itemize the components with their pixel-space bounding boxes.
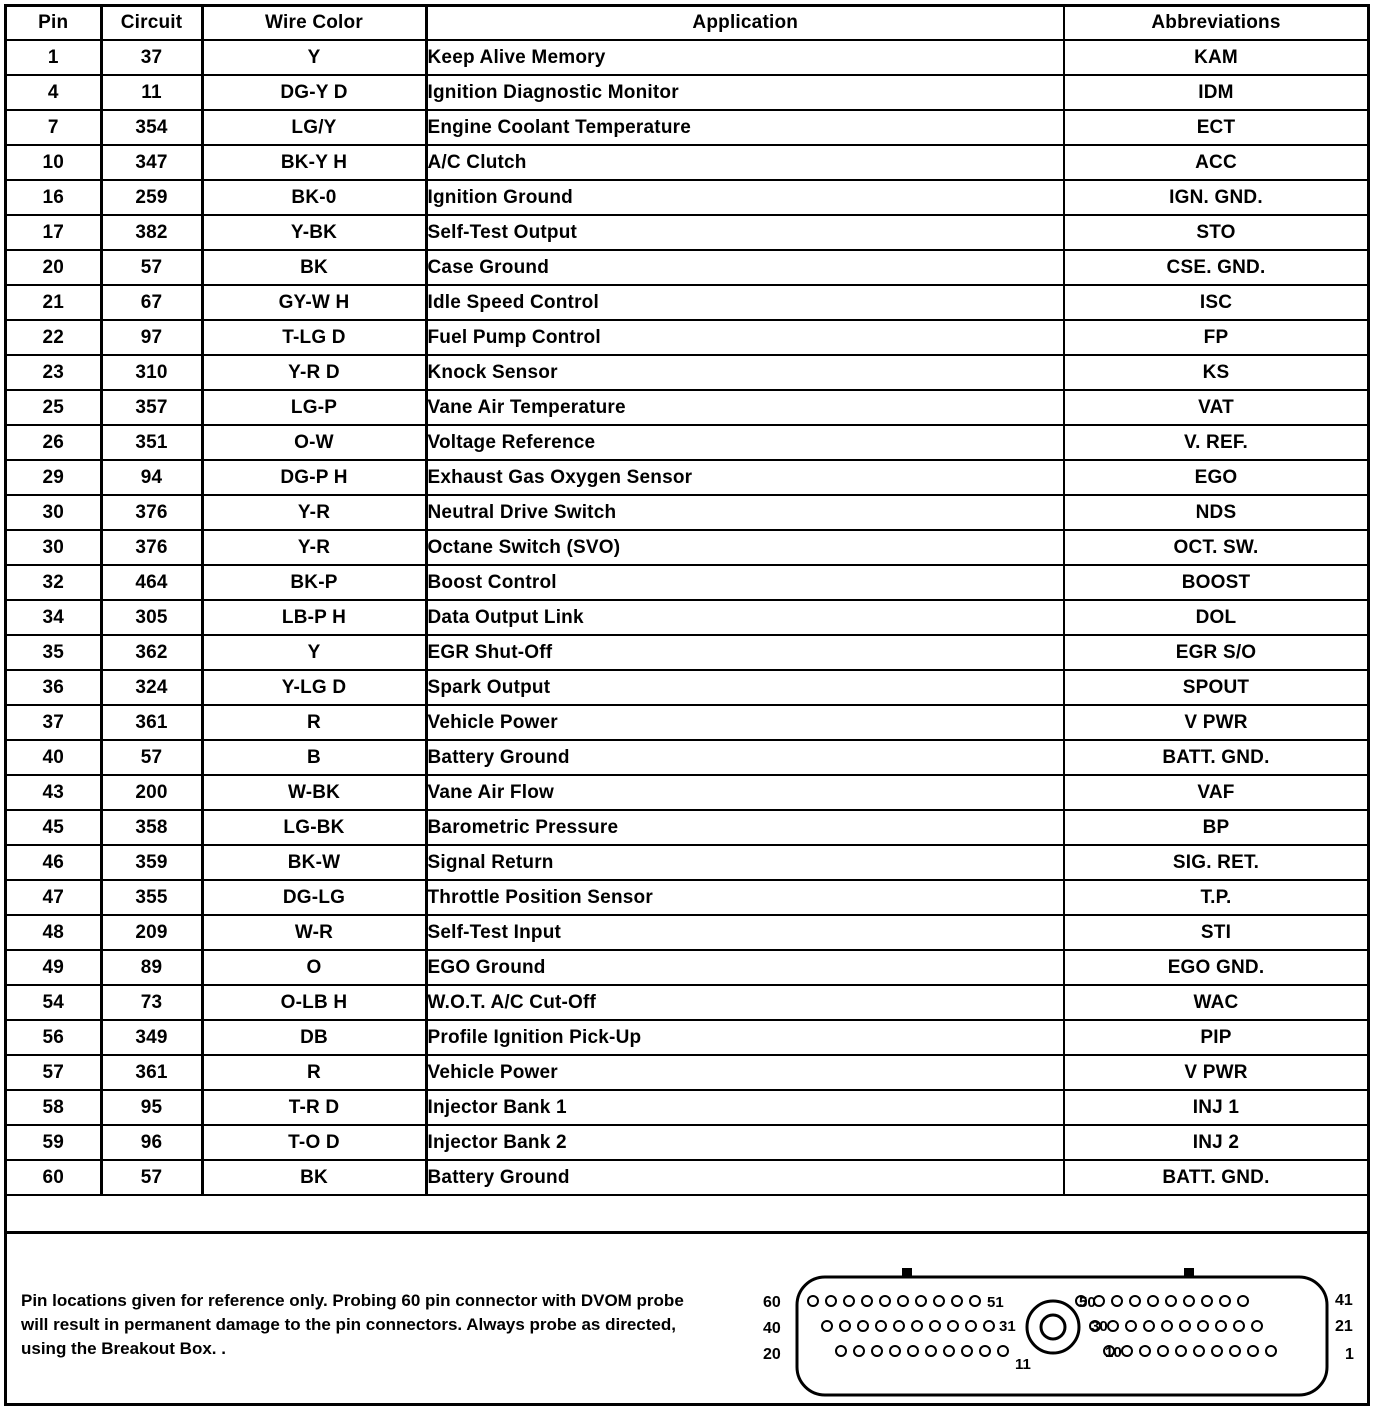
- pin-cell: 54: [7, 985, 101, 1020]
- table-row: [7, 390, 1367, 425]
- wire-color-cell: DG-Y D: [202, 75, 426, 110]
- pin-cell: 59: [7, 1125, 101, 1160]
- table-row: [7, 145, 1367, 180]
- circuit-cell: 355: [101, 880, 202, 915]
- circuit-cell: 382: [101, 215, 202, 250]
- wire-color-cell: Y-R: [202, 495, 426, 530]
- circuit-cell: 95: [101, 1090, 202, 1125]
- connector-pin: [908, 1346, 918, 1356]
- abbreviation-cell: BP: [1064, 810, 1367, 845]
- connector-pin: [1248, 1346, 1258, 1356]
- connector-pin: [880, 1296, 890, 1306]
- application-cell: Signal Return: [426, 845, 1064, 880]
- circuit-cell: 362: [101, 635, 202, 670]
- pin-cell: 1: [7, 40, 101, 75]
- application-cell: EGR Shut-Off: [426, 635, 1064, 670]
- connector-pin: [1108, 1321, 1118, 1331]
- table-row: [7, 635, 1367, 670]
- connector-label-51: 51: [987, 1294, 1004, 1311]
- circuit-cell: 464: [101, 565, 202, 600]
- application-cell: Data Output Link: [426, 600, 1064, 635]
- pin-cell: 25: [7, 390, 101, 425]
- abbreviation-cell: BOOST: [1064, 565, 1367, 600]
- abbreviation-cell: NDS: [1064, 495, 1367, 530]
- connector-pin: [962, 1346, 972, 1356]
- pin-cell: 56: [7, 1020, 101, 1055]
- connector-pin: [1266, 1346, 1276, 1356]
- connector-pin: [934, 1296, 944, 1306]
- circuit-cell: 57: [101, 740, 202, 775]
- abbreviation-cell: ISC: [1064, 285, 1367, 320]
- abbreviation-cell: IGN. GND.: [1064, 180, 1367, 215]
- application-cell: Vane Air Temperature: [426, 390, 1064, 425]
- connector-pin: [1220, 1296, 1230, 1306]
- abbreviation-cell: INJ 1: [1064, 1090, 1367, 1125]
- connector-pin: [1166, 1296, 1176, 1306]
- connector-pin: [1238, 1296, 1248, 1306]
- pin-cell: 37: [7, 705, 101, 740]
- abbreviation-cell: IDM: [1064, 75, 1367, 110]
- wire-color-cell: R: [202, 705, 426, 740]
- application-cell: Octane Switch (SVO): [426, 530, 1064, 565]
- connector-pin: [952, 1296, 962, 1306]
- header-abbreviations: Abbreviations: [1064, 7, 1367, 40]
- abbreviation-cell: PIP: [1064, 1020, 1367, 1055]
- connector-pin: [1252, 1321, 1262, 1331]
- connector-pin: [1140, 1346, 1150, 1356]
- pin-cell: 29: [7, 460, 101, 495]
- wire-color-cell: BK-P: [202, 565, 426, 600]
- table-row: [7, 495, 1367, 530]
- circuit-cell: 347: [101, 145, 202, 180]
- table-row: [7, 705, 1367, 740]
- table-row: [7, 460, 1367, 495]
- pin-cell: 26: [7, 425, 101, 460]
- circuit-cell: 57: [101, 1160, 202, 1195]
- pin-cell: 17: [7, 215, 101, 250]
- abbreviation-cell: VAF: [1064, 775, 1367, 810]
- table-row: [7, 845, 1367, 880]
- connector-pin: [872, 1346, 882, 1356]
- circuit-cell: 361: [101, 705, 202, 740]
- connector-label-31: 31: [999, 1318, 1016, 1335]
- pin-cell: 34: [7, 600, 101, 635]
- application-cell: Engine Coolant Temperature: [426, 110, 1064, 145]
- connector-pin: [840, 1321, 850, 1331]
- wire-color-cell: B: [202, 740, 426, 775]
- table-row: [7, 985, 1367, 1020]
- abbreviation-cell: BATT. GND.: [1064, 1160, 1367, 1195]
- table-row: [7, 320, 1367, 355]
- connector-pin: [862, 1296, 872, 1306]
- connector-pin: [998, 1346, 1008, 1356]
- abbreviation-cell: VAT: [1064, 390, 1367, 425]
- note-line: will result in permanent damage to the pin connectors. Always probe as directed,: [21, 1315, 676, 1334]
- wire-color-cell: Y-BK: [202, 215, 426, 250]
- circuit-cell: 310: [101, 355, 202, 390]
- connector-pin: [1158, 1346, 1168, 1356]
- abbreviation-cell: BATT. GND.: [1064, 740, 1367, 775]
- abbreviation-cell: CSE. GND.: [1064, 250, 1367, 285]
- abbreviation-cell: KS: [1064, 355, 1367, 390]
- header-application: Application: [426, 7, 1064, 40]
- pin-cell: 48: [7, 915, 101, 950]
- connector-label-30: 30: [1091, 1318, 1108, 1335]
- connector-pin: [858, 1321, 868, 1331]
- table-row: [7, 1090, 1367, 1125]
- application-cell: Neutral Drive Switch: [426, 495, 1064, 530]
- pin-cell: 46: [7, 845, 101, 880]
- circuit-cell: 57: [101, 250, 202, 285]
- connector-pin: [1144, 1321, 1154, 1331]
- application-cell: A/C Clutch: [426, 145, 1064, 180]
- application-cell: Voltage Reference: [426, 425, 1064, 460]
- pin-cell: 21: [7, 285, 101, 320]
- circuit-cell: 97: [101, 320, 202, 355]
- header-row: [7, 7, 1367, 40]
- wire-color-cell: W-R: [202, 915, 426, 950]
- abbreviation-cell: T.P.: [1064, 880, 1367, 915]
- table-row: [7, 75, 1367, 110]
- connector-label-10: 10: [1105, 1344, 1122, 1361]
- wire-color-cell: LB-P H: [202, 600, 426, 635]
- pin-cell: 43: [7, 775, 101, 810]
- connector-pin: [898, 1296, 908, 1306]
- pinout-table: [7, 7, 1367, 1196]
- wire-color-cell: Y: [202, 635, 426, 670]
- connector-pin: [854, 1346, 864, 1356]
- connector-pin: [984, 1321, 994, 1331]
- connector-pin: [930, 1321, 940, 1331]
- connector-pin: [944, 1346, 954, 1356]
- abbreviation-cell: ECT: [1064, 110, 1367, 145]
- abbreviation-cell: EGR S/O: [1064, 635, 1367, 670]
- note-line: Pin locations given for reference only. Probing 60 pin connector with DVOM probe: [21, 1291, 684, 1310]
- connector-pin: [948, 1321, 958, 1331]
- wire-color-cell: DG-LG: [202, 880, 426, 915]
- circuit-cell: 96: [101, 1125, 202, 1160]
- abbreviation-cell: ACC: [1064, 145, 1367, 180]
- wire-color-cell: O-LB H: [202, 985, 426, 1020]
- table-row: [7, 215, 1367, 250]
- wire-color-cell: R: [202, 1055, 426, 1090]
- application-cell: Battery Ground: [426, 1160, 1064, 1195]
- wire-color-cell: O-W: [202, 425, 426, 460]
- application-cell: Keep Alive Memory: [426, 40, 1064, 75]
- wire-color-cell: Y-R: [202, 530, 426, 565]
- connector-key-right: [1185, 1269, 1193, 1277]
- wire-color-cell: Y-R D: [202, 355, 426, 390]
- wire-color-cell: O: [202, 950, 426, 985]
- connector-label-21: 21: [1335, 1318, 1353, 1335]
- table-row: [7, 1125, 1367, 1160]
- header-pin: Pin: [7, 7, 101, 40]
- abbreviation-cell: EGO GND.: [1064, 950, 1367, 985]
- connector-pin: [844, 1296, 854, 1306]
- connector-pin: [980, 1346, 990, 1356]
- abbreviation-cell: KAM: [1064, 40, 1367, 75]
- wire-color-cell: GY-W H: [202, 285, 426, 320]
- circuit-cell: 357: [101, 390, 202, 425]
- connector-pin: [916, 1296, 926, 1306]
- connector-pin: [826, 1296, 836, 1306]
- circuit-cell: 200: [101, 775, 202, 810]
- table-row: [7, 880, 1367, 915]
- wire-color-cell: BK-0: [202, 180, 426, 215]
- connector-pin: [912, 1321, 922, 1331]
- pin-cell: 30: [7, 530, 101, 565]
- circuit-cell: 11: [101, 75, 202, 110]
- application-cell: Fuel Pump Control: [426, 320, 1064, 355]
- wire-color-cell: DB: [202, 1020, 426, 1055]
- pin-cell: 58: [7, 1090, 101, 1125]
- wire-color-cell: Y-LG D: [202, 670, 426, 705]
- pin-cell: 32: [7, 565, 101, 600]
- connector-label-40: 40: [763, 1320, 781, 1337]
- pin-cell: 40: [7, 740, 101, 775]
- abbreviation-cell: V PWR: [1064, 705, 1367, 740]
- connector-label-60: 60: [763, 1294, 781, 1311]
- connector-pin: [1176, 1346, 1186, 1356]
- abbreviation-cell: DOL: [1064, 600, 1367, 635]
- connector-pin: [1130, 1296, 1140, 1306]
- table-row: [7, 950, 1367, 985]
- circuit-cell: 67: [101, 285, 202, 320]
- pin-cell: 7: [7, 110, 101, 145]
- connector-pin: [876, 1321, 886, 1331]
- connector-pin: [1230, 1346, 1240, 1356]
- wire-color-cell: BK: [202, 250, 426, 285]
- application-cell: Throttle Position Sensor: [426, 880, 1064, 915]
- connector-center-bolt: [1027, 1301, 1079, 1353]
- wire-color-cell: BK-Y H: [202, 145, 426, 180]
- pin-cell: 49: [7, 950, 101, 985]
- pinout-sheet: [4, 4, 1370, 1406]
- circuit-cell: 37: [101, 40, 202, 75]
- connector-label-20: 20: [763, 1346, 781, 1363]
- connector-pin: [1212, 1346, 1222, 1356]
- table-row: [7, 285, 1367, 320]
- pin-cell: 45: [7, 810, 101, 845]
- circuit-cell: 358: [101, 810, 202, 845]
- abbreviation-cell: OCT. SW.: [1064, 530, 1367, 565]
- circuit-cell: 94: [101, 460, 202, 495]
- connector-pin: [808, 1296, 818, 1306]
- wire-color-cell: LG/Y: [202, 110, 426, 145]
- application-cell: Boost Control: [426, 565, 1064, 600]
- connector-pin: [1180, 1321, 1190, 1331]
- connector-pin: [966, 1321, 976, 1331]
- pin-cell: 57: [7, 1055, 101, 1090]
- connector-pin: [822, 1321, 832, 1331]
- table-row: [7, 1160, 1367, 1195]
- connector-pin: [1216, 1321, 1226, 1331]
- header-circuit: Circuit: [101, 7, 202, 40]
- pin-cell: 30: [7, 495, 101, 530]
- wire-color-cell: BK: [202, 1160, 426, 1195]
- wire-color-cell: LG-P: [202, 390, 426, 425]
- connector-label-41: 41: [1335, 1292, 1353, 1309]
- connector-pin: [970, 1296, 980, 1306]
- table-row: [7, 1055, 1367, 1090]
- application-cell: Spark Output: [426, 670, 1064, 705]
- connector-pin: [1122, 1346, 1132, 1356]
- connector-pin: [1202, 1296, 1212, 1306]
- table-row: [7, 530, 1367, 565]
- table-row: [7, 810, 1367, 845]
- application-cell: Profile Ignition Pick-Up: [426, 1020, 1064, 1055]
- abbreviation-cell: V PWR: [1064, 1055, 1367, 1090]
- circuit-cell: 349: [101, 1020, 202, 1055]
- application-cell: Injector Bank 2: [426, 1125, 1064, 1160]
- application-cell: Vane Air Flow: [426, 775, 1064, 810]
- circuit-cell: 89: [101, 950, 202, 985]
- pin-cell: 36: [7, 670, 101, 705]
- table-row: [7, 110, 1367, 145]
- abbreviation-cell: SPOUT: [1064, 670, 1367, 705]
- table-row: [7, 355, 1367, 390]
- table-row: [7, 775, 1367, 810]
- pin-cell: 22: [7, 320, 101, 355]
- abbreviation-cell: EGO: [1064, 460, 1367, 495]
- application-cell: Exhaust Gas Oxygen Sensor: [426, 460, 1064, 495]
- connector-pin: [926, 1346, 936, 1356]
- wire-color-cell: T-R D: [202, 1090, 426, 1125]
- circuit-cell: 361: [101, 1055, 202, 1090]
- note-line: using the Breakout Box. .: [21, 1339, 226, 1358]
- circuit-cell: 354: [101, 110, 202, 145]
- circuit-cell: 376: [101, 495, 202, 530]
- circuit-cell: 209: [101, 915, 202, 950]
- application-cell: Ignition Ground: [426, 180, 1064, 215]
- application-cell: EGO Ground: [426, 950, 1064, 985]
- application-cell: Case Ground: [426, 250, 1064, 285]
- circuit-cell: 376: [101, 530, 202, 565]
- connector-label-50: 50: [1079, 1294, 1096, 1311]
- pin-cell: 16: [7, 180, 101, 215]
- application-cell: Battery Ground: [426, 740, 1064, 775]
- wire-color-cell: DG-P H: [202, 460, 426, 495]
- application-cell: W.O.T. A/C Cut-Off: [426, 985, 1064, 1020]
- connector-pin: [1184, 1296, 1194, 1306]
- table-row: [7, 180, 1367, 215]
- pin-cell: 60: [7, 1160, 101, 1195]
- wire-color-cell: Y: [202, 40, 426, 75]
- application-cell: Barometric Pressure: [426, 810, 1064, 845]
- connector-pin: [894, 1321, 904, 1331]
- connector-pin: [1234, 1321, 1244, 1331]
- wire-color-cell: LG-BK: [202, 810, 426, 845]
- header-wire-color: Wire Color: [202, 7, 426, 40]
- wire-color-cell: T-O D: [202, 1125, 426, 1160]
- probe-warning-note: [21, 1289, 741, 1361]
- application-cell: Ignition Diagnostic Monitor: [426, 75, 1064, 110]
- pin-cell: 35: [7, 635, 101, 670]
- connector-diagram: [753, 1255, 1369, 1405]
- pin-cell: 23: [7, 355, 101, 390]
- circuit-cell: 324: [101, 670, 202, 705]
- abbreviation-cell: WAC: [1064, 985, 1367, 1020]
- circuit-cell: 259: [101, 180, 202, 215]
- circuit-cell: 305: [101, 600, 202, 635]
- table-bottom-rule: [7, 1231, 1367, 1234]
- table-row: [7, 670, 1367, 705]
- connector-svg: [753, 1255, 1369, 1405]
- connector-pin: [1194, 1346, 1204, 1356]
- table-row: [7, 1020, 1367, 1055]
- pin-cell: 10: [7, 145, 101, 180]
- circuit-cell: 73: [101, 985, 202, 1020]
- connector-pin: [1148, 1296, 1158, 1306]
- abbreviation-cell: FP: [1064, 320, 1367, 355]
- application-cell: Vehicle Power: [426, 1055, 1064, 1090]
- application-cell: Idle Speed Control: [426, 285, 1064, 320]
- abbreviation-cell: STI: [1064, 915, 1367, 950]
- connector-pin: [1162, 1321, 1172, 1331]
- table-row: [7, 40, 1367, 75]
- application-cell: Knock Sensor: [426, 355, 1064, 390]
- connector-pin: [1112, 1296, 1122, 1306]
- circuit-cell: 351: [101, 425, 202, 460]
- abbreviation-cell: SIG. RET.: [1064, 845, 1367, 880]
- application-cell: Self-Test Output: [426, 215, 1064, 250]
- table-row: [7, 915, 1367, 950]
- table-row: [7, 425, 1367, 460]
- connector-label-1: 1: [1345, 1346, 1354, 1363]
- application-cell: Self-Test Input: [426, 915, 1064, 950]
- connector-pin: [836, 1346, 846, 1356]
- application-cell: Injector Bank 1: [426, 1090, 1064, 1125]
- abbreviation-cell: V. REF.: [1064, 425, 1367, 460]
- table-row: [7, 740, 1367, 775]
- wire-color-cell: T-LG D: [202, 320, 426, 355]
- abbreviation-cell: INJ 2: [1064, 1125, 1367, 1160]
- connector-pin: [1126, 1321, 1136, 1331]
- abbreviation-cell: STO: [1064, 215, 1367, 250]
- wire-color-cell: W-BK: [202, 775, 426, 810]
- pin-cell: 20: [7, 250, 101, 285]
- pin-cell: 4: [7, 75, 101, 110]
- connector-label-11: 11: [1015, 1356, 1031, 1373]
- wire-color-cell: BK-W: [202, 845, 426, 880]
- connector-pin: [1198, 1321, 1208, 1331]
- table-row: [7, 600, 1367, 635]
- connector-key-left: [903, 1269, 911, 1277]
- circuit-cell: 359: [101, 845, 202, 880]
- pin-cell: 47: [7, 880, 101, 915]
- pin-rows: [7, 40, 1367, 1195]
- application-cell: Vehicle Power: [426, 705, 1064, 740]
- table-row: [7, 565, 1367, 600]
- connector-pin: [890, 1346, 900, 1356]
- table-row: [7, 250, 1367, 285]
